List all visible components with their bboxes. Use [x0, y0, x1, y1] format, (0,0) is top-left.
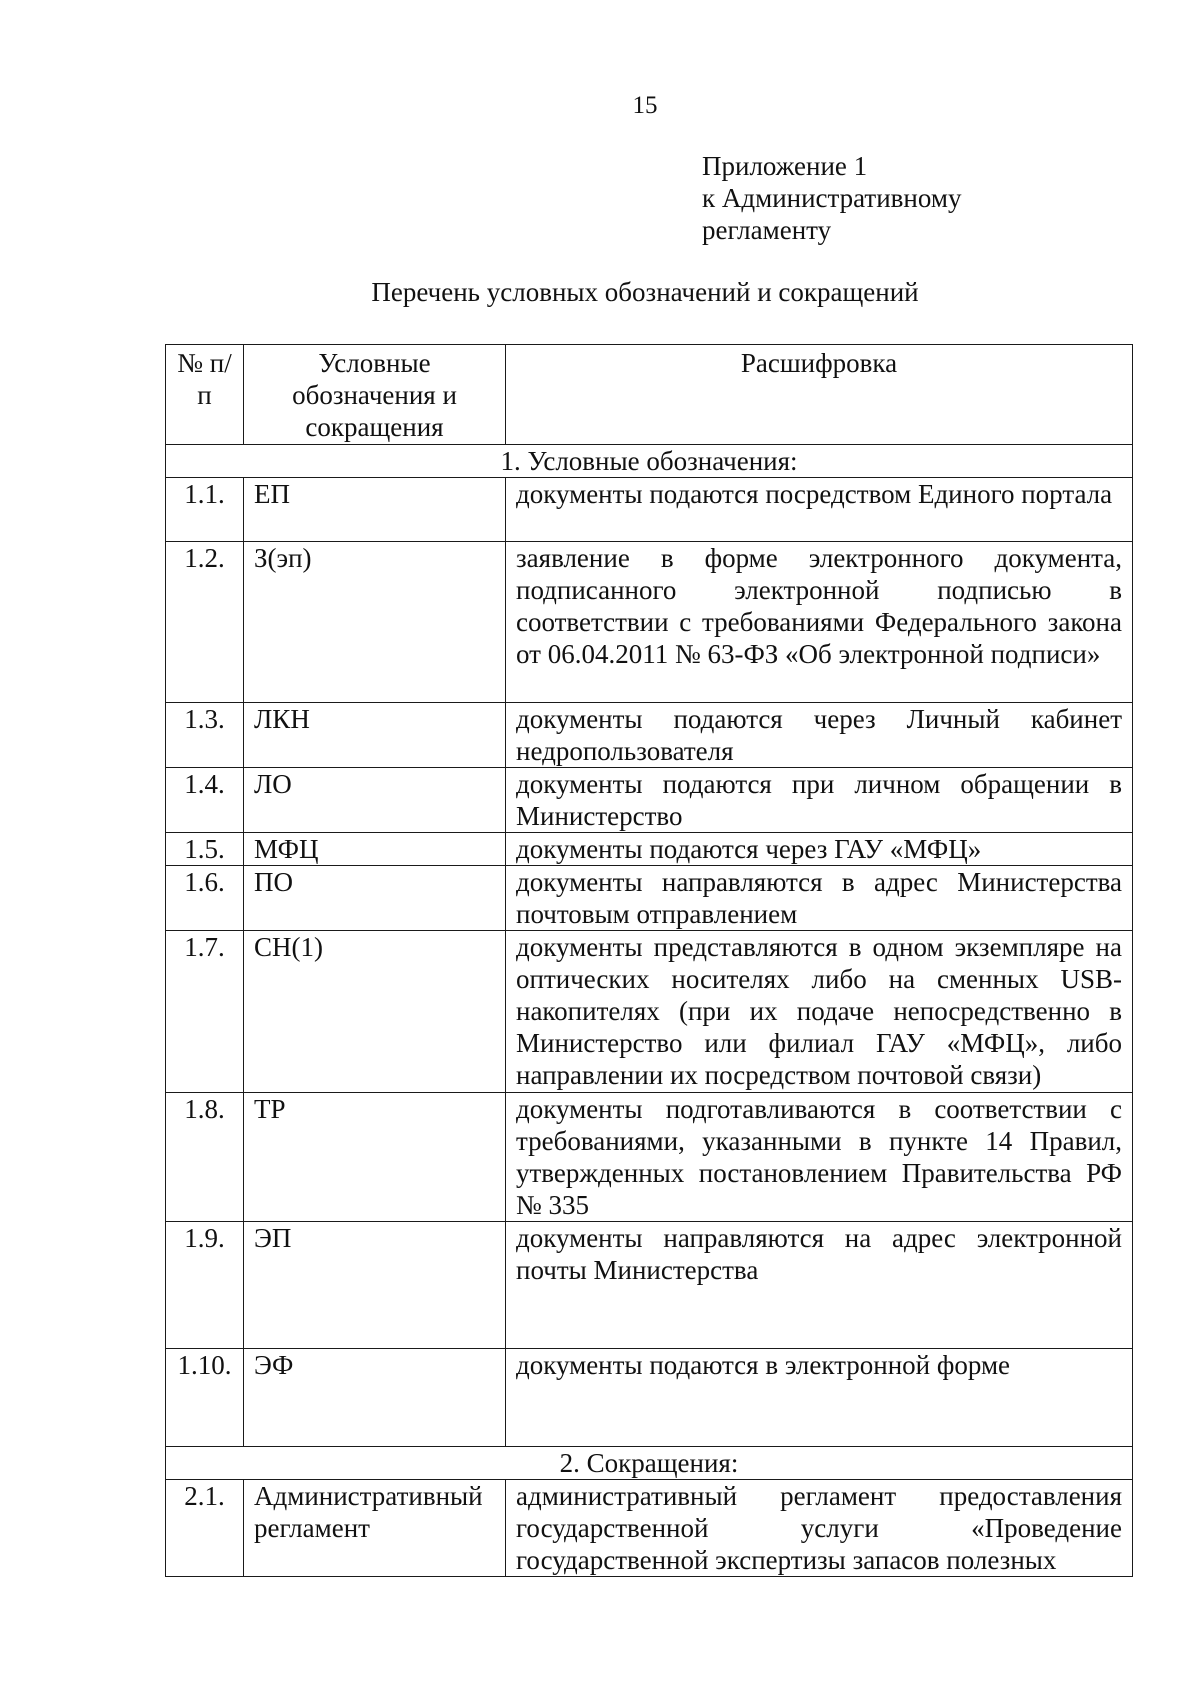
- row-desc: документы подаются в электронной форме: [506, 1349, 1133, 1447]
- row-num: 1.10.: [166, 1349, 244, 1447]
- header-num: № п/п: [166, 345, 244, 445]
- abbreviations-table: [165, 344, 1133, 1577]
- table-row: [166, 768, 1133, 833]
- row-num: 1.7.: [166, 931, 244, 1093]
- row-desc: заявление в форме электронного документа, подписанного электронной подписью в соответствии с требованиями Федерального закона от 06.04.2011 № 63-ФЗ «Об электронной подписи»: [506, 542, 1133, 703]
- table-row: [166, 931, 1133, 1093]
- annex-block: [702, 150, 961, 246]
- table-row: [166, 1349, 1133, 1447]
- document-title: Перечень условных обозначений и сокращений: [371, 277, 919, 307]
- row-term: З(эп): [244, 542, 506, 703]
- row-desc: документы направляются на адрес электронной почты Министерства: [506, 1222, 1133, 1349]
- row-term: ТР: [244, 1093, 506, 1222]
- row-term: Административный регламент: [244, 1480, 506, 1577]
- section-title-1: 1. Условные обозначения:: [166, 445, 1133, 478]
- row-num: 1.6.: [166, 866, 244, 931]
- row-desc: административный регламент предоставления государственной услуги «Проведение государственной экспертизы запасов полезных: [506, 1480, 1133, 1577]
- row-num: 1.9.: [166, 1222, 244, 1349]
- row-num: 1.4.: [166, 768, 244, 833]
- row-desc: документы подаются посредством Единого портала: [506, 478, 1133, 542]
- table-row: [166, 542, 1133, 703]
- row-term: МФЦ: [244, 833, 506, 866]
- row-term: ЛО: [244, 768, 506, 833]
- table-row: [166, 866, 1133, 931]
- row-num: 1.8.: [166, 1093, 244, 1222]
- row-term: СН(1): [244, 931, 506, 1093]
- row-desc: документы подаются через ГАУ «МФЦ»: [506, 833, 1133, 866]
- table-row: [166, 1480, 1133, 1577]
- header-term: Условные обозначения и сокращения: [244, 345, 506, 445]
- annex-line-3: регламенту: [702, 215, 832, 245]
- row-term: ЕП: [244, 478, 506, 542]
- row-term: ЭФ: [244, 1349, 506, 1447]
- row-desc: документы представляются в одном экземпляре на оптических носителях либо на сменных USB-накопителях (при их подаче непосредственно в Министерство или филиал ГАУ «МФЦ», либо направлении их посредством почтовой связи): [506, 931, 1133, 1093]
- annex-line-1: Приложение 1: [702, 151, 868, 181]
- table-row: [166, 478, 1133, 542]
- row-num: 1.2.: [166, 542, 244, 703]
- table-body: [166, 445, 1133, 1577]
- section-row-2: [166, 1447, 1133, 1480]
- table-row: [166, 833, 1133, 866]
- section-row-1: [166, 445, 1133, 478]
- annex-line-2: к Административному: [702, 183, 962, 213]
- row-term: ПО: [244, 866, 506, 931]
- row-num: 1.5.: [166, 833, 244, 866]
- row-desc: документы направляются в адрес Министерства почтовым отправлением: [506, 866, 1133, 931]
- header-desc: Расшифровка: [506, 345, 1133, 445]
- table-header-row: [166, 345, 1133, 445]
- row-num: 1.3.: [166, 703, 244, 768]
- table-row: [166, 1222, 1133, 1349]
- row-desc: документы подготавливаются в соответствии с требованиями, указанными в пункте 14 Правил, утвержденных постановлением Правительства РФ № 335: [506, 1093, 1133, 1222]
- row-desc: документы подаются при личном обращении в Министерство: [506, 768, 1133, 833]
- section-title-2: 2. Сокращения:: [166, 1447, 1133, 1480]
- table-row: [166, 703, 1133, 768]
- row-num: 1.1.: [166, 478, 244, 542]
- table-row: [166, 1093, 1133, 1222]
- row-term: ЛКН: [244, 703, 506, 768]
- row-num: 2.1.: [166, 1480, 244, 1577]
- row-desc: документы подаются через Личный кабинет недропользователя: [506, 703, 1133, 768]
- row-term: ЭП: [244, 1222, 506, 1349]
- page-number: 15: [632, 92, 658, 119]
